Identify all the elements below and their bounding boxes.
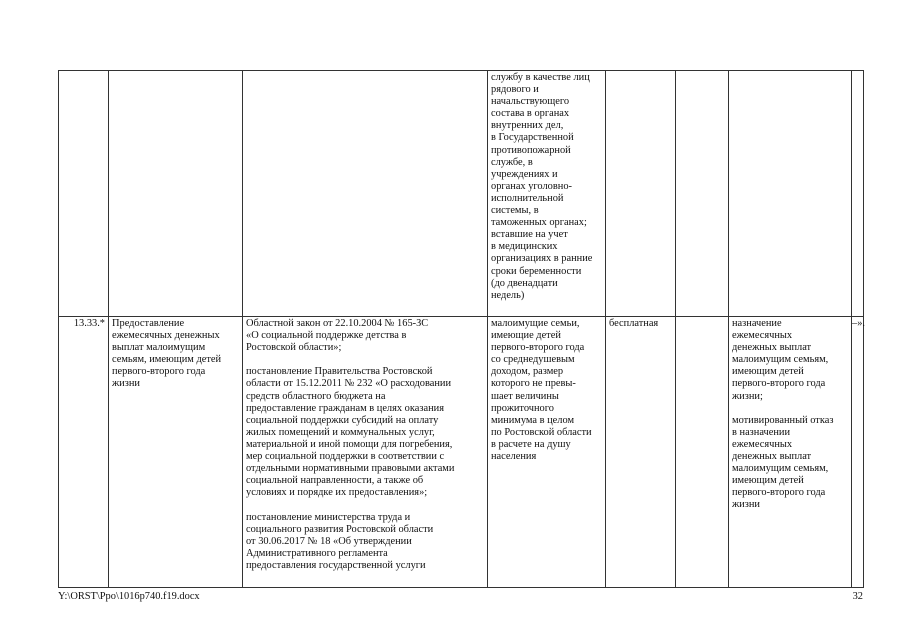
payment-text: бесплатная [609,318,659,329]
services-table [58,70,864,588]
extra-cell-empty [676,317,729,588]
payment-cell-empty [606,71,676,317]
payment-cell [606,317,676,588]
closing-mark-cell [852,317,864,588]
recipients-text: малоимущие семьи, имеющие детей первого-второго года со среднедушевым доходом, размер которого не превы- шает величины прожиточного минимума в целом по Ростовской области в расчете на душу населения [491,318,592,463]
extra-cell-empty [676,71,729,317]
closing-cell-empty [852,71,864,317]
result-cell [729,317,852,588]
row-number-cell [59,317,109,588]
service-name-cell [109,317,243,588]
recipients-continuation-text: службу в качестве лиц рядового и начальствующего состава в органах внутренних дел, в Государственной противопожарной службе, в учреждениях и органах уголовно- исполнительной системы, в таможенных органах; вставшие на учет в медицинских организациях в ранние сроки беременности (до двенадцати недель) [491,72,593,301]
service-name-text: Предоставление ежемесячных денежных выплат малоимущим семьям, имеющим детей первого-второго года жизни [112,318,222,390]
footer-file-path: Y:\ORST\Ppo\1016p740.f19.docx [58,591,200,602]
legal-basis-cell-empty [243,71,488,317]
footer-page-number: 32 [852,591,863,602]
recipients-cell [488,317,606,588]
result-text: назначение ежемесячных денежных выплат малоимущим семьям, имеющим детей первого-второго года жизни; мотивированный отказ в назначении ежемесячных денежных выплат малоимущим семьям, имеющим детей первого-второго года жизни [732,318,834,511]
recipients-cell [488,71,606,317]
continuation-row [59,71,864,317]
table-row-13-33 [59,317,864,588]
result-cell-empty [729,71,852,317]
service-name-cell-empty [109,71,243,317]
number-cell-empty [59,71,109,317]
row-number: 13.33.* [73,318,105,329]
legal-basis-text: Областной закон от 22.10.2004 № 165-ЗС «О социальной поддержке детства в Ростовской области»; постановление Правительства Ростовской области от 15.12.2011 № 232 «О расходовании средств областного бюджета на предоставление гражданам в целях оказания социальной поддержки субсидий на оплату жилых помещений и коммунальных услуг, материальной и иной помощи для погребения, мер социальной поддержки в соответствии с отдельными нормативными правовыми актами социальной направленности, а также об условиях и порядке их предоставления»; постановление министерства труда и социального развития Ростовской области от 30.06.2017 № 18 «Об утверждении Административного регламента предоставления государственной услуги [246,318,455,571]
legal-basis-cell [243,317,488,588]
closing-mark: –». [852,318,865,329]
